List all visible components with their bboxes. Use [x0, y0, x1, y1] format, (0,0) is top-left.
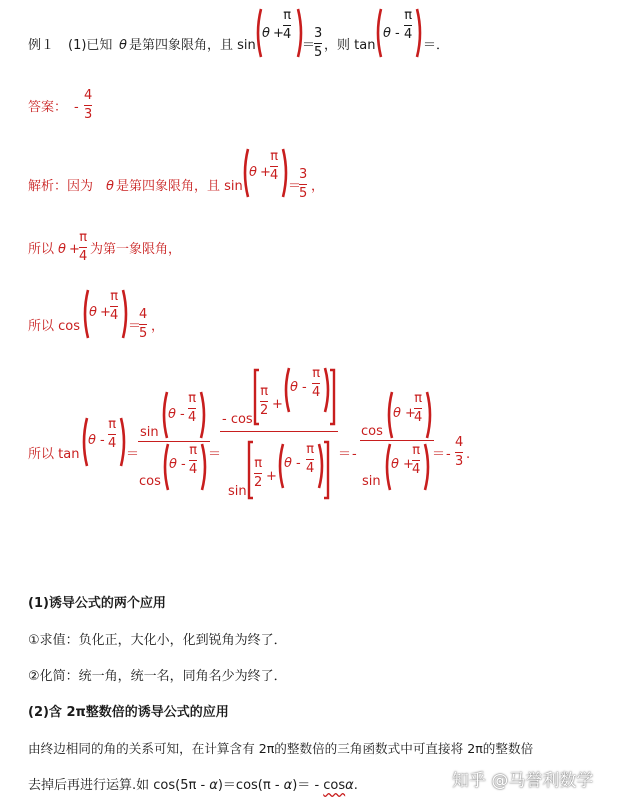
minus-sign: -: [100, 433, 105, 448]
left-paren-icon: [385, 391, 393, 439]
pi-over-4-fraction: [312, 367, 320, 399]
analysis-fraction: [139, 308, 147, 340]
example-label: 例１: [28, 38, 55, 53]
theta-symbol: θ: [383, 26, 391, 41]
fraction-denominator: 5: [299, 185, 308, 201]
fraction-numerator: π: [270, 149, 279, 164]
pi-over-4-fraction: [412, 444, 420, 476]
analysis-prefix: 所以 cos: [28, 319, 81, 334]
theta-symbol: θ: [262, 26, 270, 41]
left-paren-icon: [81, 289, 89, 339]
equals-sign: ＝: [288, 179, 302, 194]
plus-sign: +: [405, 406, 416, 421]
notes-item-1: ①求值：负化正，大化小，化到锐角为终了．: [28, 633, 287, 648]
cos-text: cos: [361, 424, 383, 439]
fraction-numerator: π: [414, 391, 423, 406]
fraction-bar: [138, 441, 210, 442]
right-paren-icon: [200, 391, 208, 439]
sin-text: sin: [362, 474, 381, 489]
pi-over-4-fraction: [270, 150, 278, 182]
left-paren-icon: [374, 8, 382, 58]
watermark-text: 知乎 @马誉利数学: [452, 771, 594, 791]
fraction-numerator: π: [283, 8, 292, 23]
fraction-numerator: π: [188, 391, 197, 406]
neg-cos-text: - cos: [222, 412, 253, 427]
alpha-symbol: α: [345, 778, 354, 793]
pi-over-4-fraction: [189, 444, 197, 476]
plus-sign: +: [266, 469, 277, 484]
alpha-symbol: α: [209, 778, 218, 793]
analysis-prefix: 所以 tan: [28, 447, 80, 462]
theta-symbol: θ: [290, 380, 298, 395]
analysis-prefix: 所以: [28, 242, 55, 257]
plus-sign: +: [260, 165, 271, 180]
plus-sign: +: [273, 26, 284, 41]
fraction-numerator: π: [110, 289, 119, 304]
analysis-prefix: 解析：因为: [28, 179, 94, 194]
pi-over-2-fraction: [260, 385, 268, 417]
theta-symbol: θ: [119, 38, 127, 53]
fraction-denominator: 4: [414, 409, 423, 425]
theta-symbol: θ: [106, 179, 114, 194]
minus-sign: -: [352, 447, 357, 462]
paragraph-text: )＝ -: [292, 778, 324, 793]
sin-text: sin: [140, 425, 159, 440]
pi-over-4-fraction: [306, 443, 314, 475]
plus-sign: +: [69, 242, 80, 257]
right-paren-icon: [424, 443, 432, 491]
equals-sign: ＝: [302, 38, 316, 53]
fraction-numerator: 4: [139, 307, 148, 322]
fraction-bar: [360, 440, 434, 441]
fraction-denominator: 4: [188, 409, 197, 425]
given-fraction: [314, 27, 322, 59]
fraction-denominator: 4: [79, 248, 88, 264]
pi-over-2-fraction: [254, 457, 262, 489]
equals-sign: ＝: [126, 447, 140, 462]
fraction-denominator: 5: [314, 44, 323, 60]
fraction-numerator: π: [254, 456, 263, 471]
equals-sign: ＝: [128, 319, 142, 334]
paragraph-text: )＝cos(π -: [217, 778, 284, 793]
left-paren-icon: [160, 391, 168, 439]
plus-sign: +: [100, 305, 111, 320]
analysis-fraction: [299, 168, 307, 200]
example-quadrant-text: 是第四象限角，且 sin: [129, 38, 256, 53]
plus-sign: +: [272, 397, 283, 412]
fraction-numerator: 3: [299, 167, 308, 182]
fraction-numerator: 4: [84, 88, 93, 103]
punctuation: ，: [151, 319, 165, 334]
then-text: ，则 tan: [324, 38, 376, 53]
minus-sign: -: [395, 26, 400, 41]
theta-symbol: θ: [284, 456, 292, 471]
fraction-denominator: 4: [108, 435, 117, 451]
fraction-denominator: 5: [139, 325, 148, 341]
fraction-numerator: π: [312, 366, 321, 381]
fraction-denominator: 4: [283, 26, 292, 42]
alpha-symbol: α: [283, 778, 293, 793]
analysis-mid: 是第四象限角，且 sin: [116, 179, 243, 194]
fraction-denominator: 4: [412, 461, 421, 477]
fraction-denominator: 4: [270, 167, 279, 183]
cos-underlined-text: cos: [323, 778, 346, 793]
left-paren-icon: [161, 443, 169, 491]
analysis-text: 为第一象限角，: [90, 242, 182, 257]
fraction-denominator: 4: [306, 460, 315, 476]
theta-symbol: θ: [89, 305, 97, 320]
theta-symbol: θ: [58, 242, 66, 257]
paragraph-text: 去掉后再进行运算.如 cos(5π -: [28, 778, 210, 793]
example-part: (1)已知: [68, 38, 113, 53]
fraction-numerator: π: [79, 230, 88, 245]
equals-sign: ＝: [338, 447, 352, 462]
pi-over-4-fraction: [79, 231, 87, 263]
fraction-numerator: π: [189, 443, 198, 458]
left-paren-icon: [282, 367, 290, 413]
theta-symbol: θ: [168, 407, 176, 422]
left-paren-icon: [383, 443, 391, 491]
pi-over-4-fraction: [188, 392, 196, 424]
pi-over-4-fraction: [414, 392, 422, 424]
fraction-numerator: π: [306, 442, 315, 457]
cos-text: cos: [139, 474, 161, 489]
left-paren-icon: [276, 443, 284, 489]
minus-sign: -: [180, 407, 185, 422]
fraction-denominator: 2: [254, 474, 263, 490]
notes-item-2: ②化简：统一角，统一名，同角名少为终了．: [28, 669, 287, 684]
pi-over-4-fraction: [110, 290, 118, 322]
fraction-denominator: 4: [312, 384, 321, 400]
answer-sign: -: [74, 100, 79, 115]
fraction-denominator: 3: [84, 106, 93, 122]
fraction-numerator: 4: [455, 435, 464, 450]
answer-label: 答案：: [28, 100, 68, 115]
plus-sign: +: [403, 457, 414, 472]
fraction-numerator: 3: [314, 26, 323, 41]
example-end: ＝．: [423, 38, 450, 53]
notes-paragraph-1: 由终边相同的角的关系可知，在计算含有 2π的整数倍的三角函数式中可直接将 2π的整数倍: [28, 741, 534, 756]
fraction-bar: [220, 431, 338, 432]
pi-over-4-fraction: [108, 418, 116, 450]
minus-sign: -: [446, 447, 451, 462]
pi-over-4-fraction: [404, 9, 412, 41]
final-fraction: [455, 436, 463, 468]
fraction-numerator: π: [412, 443, 421, 458]
theta-symbol: θ: [249, 165, 257, 180]
punctuation: .: [353, 778, 358, 793]
right-bracket-icon: [329, 369, 335, 425]
minus-sign: -: [296, 456, 301, 471]
theta-symbol: θ: [391, 457, 399, 472]
fraction-numerator: π: [260, 384, 269, 399]
fraction-denominator: 4: [110, 307, 119, 323]
notes-paragraph-2: [28, 779, 358, 792]
notes-heading-2: (2)含 2π整数倍的诱导公式的应用: [28, 705, 229, 720]
notes-heading-1: (1)诱导公式的两个应用: [28, 596, 166, 611]
minus-sign: -: [181, 457, 186, 472]
left-paren-icon: [80, 417, 88, 467]
left-paren-icon: [241, 148, 249, 198]
right-bracket-icon: [323, 441, 329, 499]
fraction-denominator: 4: [189, 461, 198, 477]
fraction-denominator: 3: [455, 453, 464, 469]
fraction-numerator: π: [404, 8, 413, 23]
fraction-numerator: π: [108, 417, 117, 432]
punctuation: ，: [311, 179, 325, 194]
fraction-denominator: 2: [260, 402, 269, 418]
sin-text: sin: [228, 484, 247, 499]
equals-sign: ＝: [208, 447, 222, 462]
left-paren-icon: [254, 8, 262, 58]
pi-over-4-fraction: [283, 9, 291, 41]
minus-sign: -: [302, 380, 307, 395]
punctuation: .: [466, 447, 471, 462]
equals-sign: ＝: [432, 447, 446, 462]
theta-symbol: θ: [393, 406, 401, 421]
theta-symbol: θ: [169, 457, 177, 472]
answer-fraction: [84, 89, 92, 121]
right-paren-icon: [426, 391, 434, 439]
theta-symbol: θ: [88, 433, 96, 448]
fraction-denominator: 4: [404, 26, 413, 42]
